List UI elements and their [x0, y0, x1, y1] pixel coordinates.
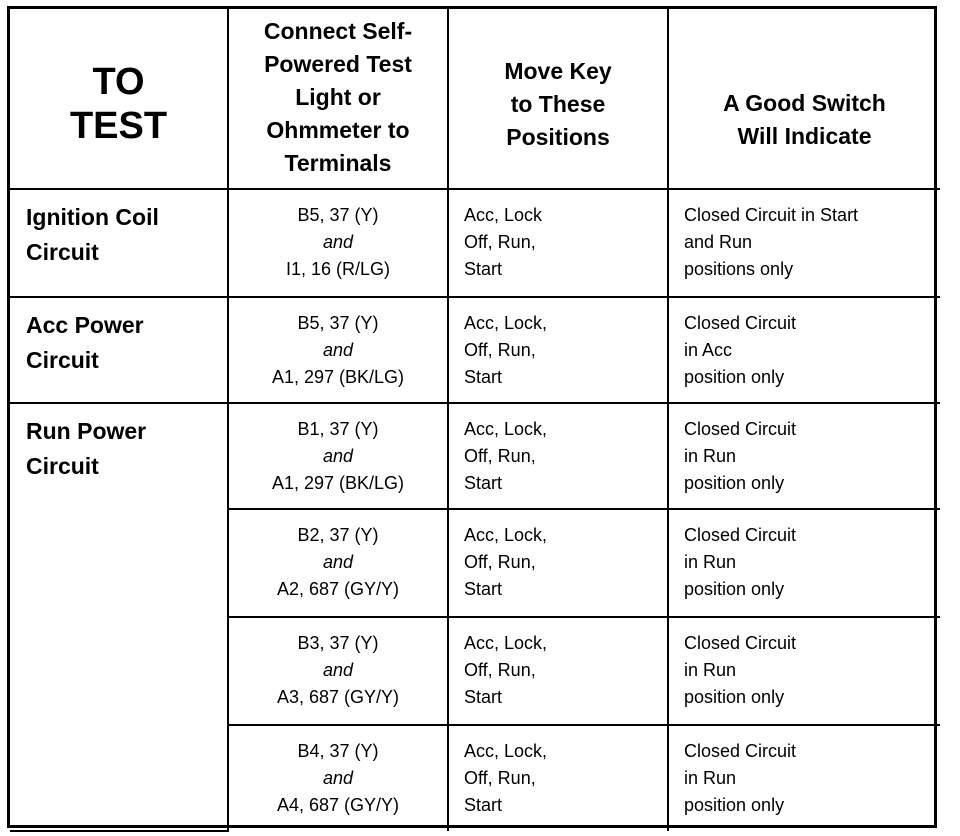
indicate-line: position only [684, 795, 785, 815]
position-line: Acc, Lock [464, 205, 543, 225]
header-move-key [448, 9, 668, 189]
position-line: Acc, Lock, [464, 741, 548, 761]
terminal-line: and [322, 340, 354, 360]
key-positions-cell [448, 509, 668, 617]
header-line: Ohmmeter to [266, 117, 410, 143]
indicate-line: Closed Circuit [684, 741, 797, 761]
indicate-line: Closed Circuit [684, 419, 797, 439]
terminal-line: A1, 297 (BK/LG) [271, 473, 405, 493]
switch-test-table [10, 9, 940, 832]
terminals-cell [228, 403, 448, 509]
indicate-line: position only [684, 367, 785, 387]
header-to-test [10, 9, 228, 189]
table-row [10, 403, 940, 509]
indicate-line: in Run [684, 660, 737, 680]
terminals-cell [228, 725, 448, 831]
circuit-name-cell [10, 189, 228, 297]
position-line: Start [464, 367, 503, 387]
header-line: Powered Test [264, 51, 412, 77]
header-line: A Good Switch [723, 90, 886, 116]
good-switch-cell [668, 725, 940, 831]
terminal-line: A1, 297 (BK/LG) [271, 367, 405, 387]
terminal-line: B5, 37 (Y) [297, 205, 379, 225]
good-switch-cell [668, 509, 940, 617]
position-line: Off, Run, [464, 446, 536, 466]
terminals-cell [228, 297, 448, 403]
position-line: Acc, Lock, [464, 419, 548, 439]
terminal-line: B1, 37 (Y) [297, 419, 379, 439]
key-positions-cell [448, 403, 668, 509]
key-positions-cell [448, 617, 668, 725]
position-line: Off, Run, [464, 340, 536, 360]
indicate-line: in Run [684, 552, 737, 572]
terminal-line: and [322, 232, 354, 252]
terminals-cell [228, 617, 448, 725]
header-line: Will Indicate [737, 123, 872, 149]
circuit-name-line: Acc Power [26, 312, 144, 338]
position-line: Off, Run, [464, 660, 536, 680]
terminal-line: B3, 37 (Y) [297, 633, 379, 653]
terminal-line: and [322, 446, 354, 466]
terminals-cell [228, 509, 448, 617]
circuit-name-cell [10, 297, 228, 403]
terminal-line: and [322, 768, 354, 788]
header-good-switch [668, 9, 940, 189]
position-line: Off, Run, [464, 232, 536, 252]
header-line: Terminals [284, 150, 392, 176]
position-line: Off, Run, [464, 552, 536, 572]
circuit-name-line: Run Power [26, 418, 147, 444]
position-line: Start [464, 259, 503, 279]
header-connect-terminals [228, 9, 448, 189]
indicate-line: in Acc [684, 340, 733, 360]
position-line: Start [464, 795, 503, 815]
indicate-line: in Run [684, 768, 737, 788]
indicate-line: position only [684, 687, 785, 707]
header-line: Move Key [504, 58, 612, 84]
circuit-name-line: Circuit [26, 239, 99, 265]
indicate-line: Closed Circuit [684, 313, 797, 333]
terminal-line: and [322, 552, 354, 572]
header-line: Positions [506, 124, 610, 150]
terminal-line: and [322, 660, 354, 680]
terminal-line: A2, 687 (GY/Y) [276, 579, 400, 599]
indicate-line: Closed Circuit [684, 525, 797, 545]
indicate-line: position only [684, 473, 785, 493]
indicate-line: position only [684, 579, 785, 599]
position-line: Acc, Lock, [464, 525, 548, 545]
terminal-line: I1, 16 (R/LG) [285, 259, 391, 279]
indicate-line: positions only [684, 259, 794, 279]
circuit-name-cell [10, 403, 228, 831]
indicate-line: Closed Circuit in Start [684, 205, 859, 225]
position-line: Acc, Lock, [464, 313, 548, 333]
header-row [10, 9, 940, 189]
key-positions-cell [448, 189, 668, 297]
table-row [10, 189, 940, 297]
good-switch-cell [668, 189, 940, 297]
header-line: Connect Self- [263, 18, 413, 44]
header-line: Light or [295, 84, 381, 110]
terminal-line: A3, 687 (GY/Y) [276, 687, 400, 707]
terminals-cell [228, 189, 448, 297]
header-line: TO [92, 60, 145, 103]
circuit-name-line: Circuit [26, 347, 99, 373]
terminal-line: B4, 37 (Y) [297, 741, 379, 761]
circuit-name-line: Ignition Coil [26, 204, 159, 230]
position-line: Start [464, 473, 503, 493]
position-line: Acc, Lock, [464, 633, 548, 653]
header-line: to These [510, 91, 606, 117]
good-switch-cell [668, 403, 940, 509]
good-switch-cell [668, 617, 940, 725]
key-positions-cell [448, 297, 668, 403]
circuit-name-line: Circuit [26, 453, 99, 479]
indicate-line: and Run [684, 232, 753, 252]
position-line: Off, Run, [464, 768, 536, 788]
terminal-line: A4, 687 (GY/Y) [276, 795, 400, 815]
terminal-line: B5, 37 (Y) [297, 313, 379, 333]
terminal-line: B2, 37 (Y) [297, 525, 379, 545]
key-positions-cell [448, 725, 668, 831]
good-switch-cell [668, 297, 940, 403]
header-line: TEST [69, 104, 168, 147]
switch-test-table-frame [7, 6, 937, 828]
indicate-line: in Run [684, 446, 737, 466]
position-line: Start [464, 687, 503, 707]
position-line: Start [464, 579, 503, 599]
indicate-line: Closed Circuit [684, 633, 797, 653]
table-row [10, 297, 940, 403]
